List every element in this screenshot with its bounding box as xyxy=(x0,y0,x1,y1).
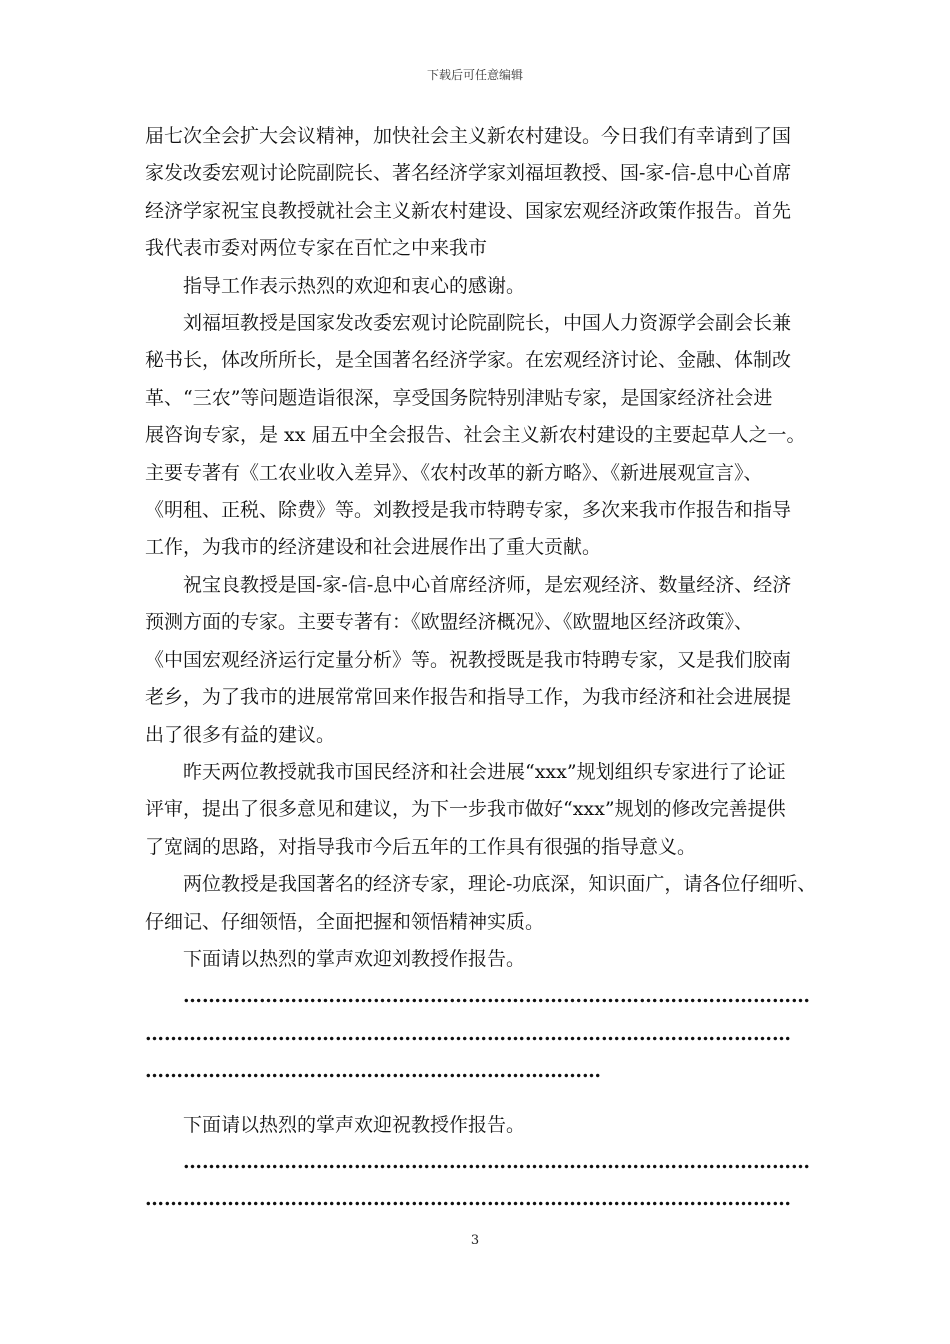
document-body xyxy=(145,118,817,1219)
body-line: 我代表市委对两位专家在百忙之中来我市 xyxy=(145,237,488,260)
body-line: 指导工作表示热烈的欢迎和衷心的感谢。 xyxy=(183,274,526,297)
body-line: 经济学家祝宝良教授就社会主义新农村建设、国家宏观经济政策作报告。首先 xyxy=(145,199,792,222)
page-number: 3 xyxy=(470,1233,480,1248)
body-line: 展咨询专家，是 xx 届五中全会报告、社会主义新农村建设的主要起草人之一。 xyxy=(145,424,806,447)
ellipsis-line: ……………………………………………………………………………………… xyxy=(183,985,810,1008)
ellipsis-line: ……………………………………………………………………………………… xyxy=(183,1150,810,1173)
body-line: 下面请以热烈的掌声欢迎祝教授作报告。 xyxy=(183,1113,526,1136)
body-line: 届七次全会扩大会议精神，加快社会主义新农村建设。今日我们有幸请到了国 xyxy=(145,125,792,147)
ellipsis-line: ……………………………………………………………… xyxy=(145,1060,601,1083)
body-line: 刘福垣教授是国家发改委宏观讨论院副院长，中国人力资源学会副会长兼 xyxy=(183,312,792,335)
ellipsis-line: ………………………………………………………………………………………… xyxy=(145,1188,791,1211)
body-line: 两位教授是我国著名的经济专家，理论-功底深，知识面广，请各位仔细听、 xyxy=(183,873,817,896)
body-line: 预测方面的专家。主要专著有：《欧盟经济概况》、《欧盟地区经济政策》、 xyxy=(145,611,754,634)
body-line: 了宽阔的思路，对指导我市今后五年的工作具有很强的指导意义。 xyxy=(145,835,697,858)
body-line: 下面请以热烈的掌声欢迎刘教授作报告。 xyxy=(183,947,526,970)
ellipsis-line: ………………………………………………………………………………………… xyxy=(145,1022,791,1045)
body-line: 仔细记、仔细领悟，全面把握和领悟精神实质。 xyxy=(145,910,545,933)
body-line: 出了很多有益的建议。 xyxy=(145,723,336,746)
body-line: 主要专著有《工农业收入差异》、《农村改革的新方略》、《新进展观宣言》、 xyxy=(145,461,763,484)
body-line: 《中国宏观经济运行定量分析》等。祝教授既是我市特聘专家，又是我们胶南 xyxy=(145,648,792,671)
body-line: 工作，为我市的经济建设和社会进展作出了重大贡献。 xyxy=(145,536,602,559)
body-line: 祝宝良教授是国-家-信-息中心首席经济师，是宏观经济、数量经济、经济 xyxy=(183,573,792,596)
body-line: 革、“三农”等问题造诣很深，享受国务院特别津贴专家，是国家经济社会进 xyxy=(145,386,773,409)
body-line: 评审，提出了很多意见和建议，为下一步我市做好“xxx”规划的修改完善提供 xyxy=(145,798,786,821)
body-line: 昨天两位教授就我市国民经济和社会进展“xxx”规划组织专家进行了论证 xyxy=(183,760,786,783)
paragraph-gap xyxy=(145,1091,813,1107)
body-line: 老乡，为了我市的进展常常回来作报告和指导工作，为我市经济和社会进展提 xyxy=(145,686,792,709)
body-line: 秘书长，体改所所长，是全国著名经济学家。在宏观经济讨论、金融、体制改 xyxy=(145,349,792,372)
page-header-note: 下载后可任意编辑 xyxy=(426,68,523,82)
body-line: 《明租、正税、除费》等。刘教授是我市特聘专家，多次来我市作报告和指导 xyxy=(145,499,792,522)
body-line: 家发改委宏观讨论院副院长、著名经济学家刘福垣教授、国-家-信-息中心首席 xyxy=(145,162,792,185)
